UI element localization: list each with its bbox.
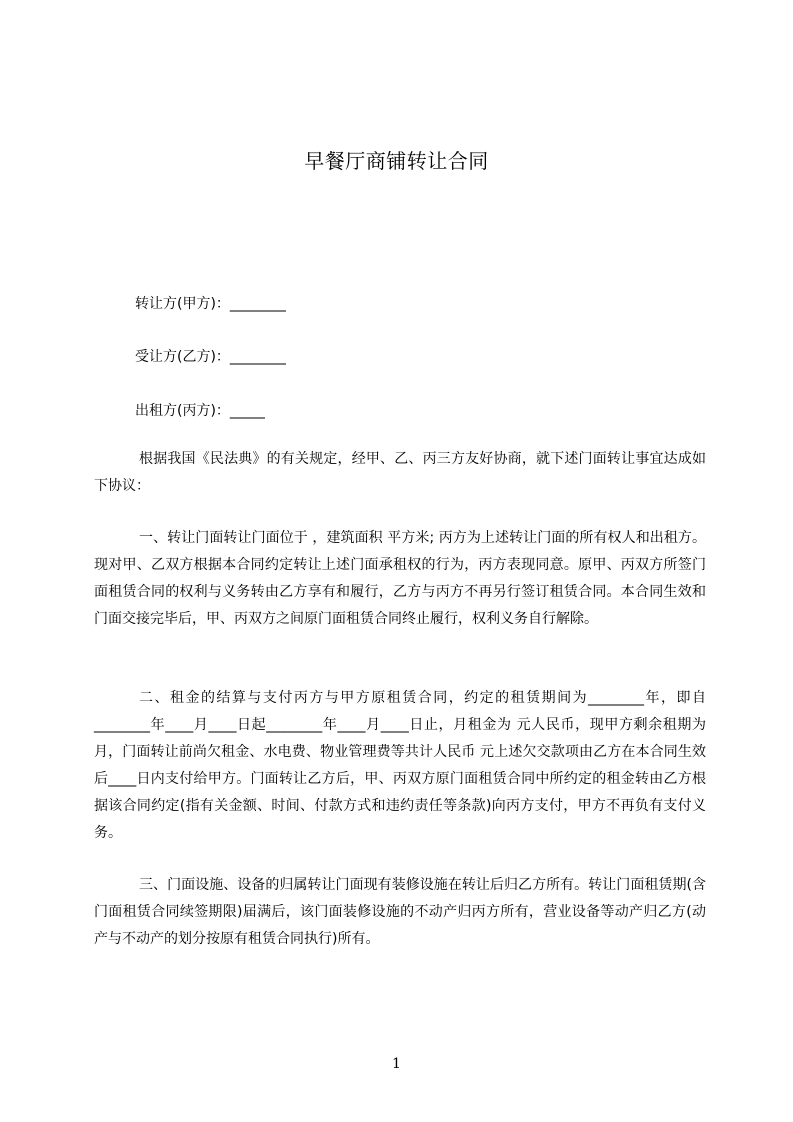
transferor-party-line: 转让方(甲方)：________ — [135, 296, 286, 312]
transferee-party-line: 受让方(乙方)：________ — [135, 349, 286, 365]
lessor-party-line: 出租方(丙方)：_____ — [135, 403, 265, 419]
clause-3-paragraph: 三、门面设施、设备的归属转让门面现有装修设施在转让后归乙方所有。转让门面租赁期(含门面租赁合同续签期限)届满后，该门面装修设施的不动产归丙方所有，营业设备等动产归乙方(动产与不动产的划分按原有租赁合同执行)所有。 — [94, 877, 706, 947]
clause-1-paragraph: 一、转让门面转让门面位于 ，建筑面积 平方米; 丙方为上述转让门面的所有权人和出租方。现对甲、乙双方根据本合同约定转让上述门面承租权的行为，丙方表现同意。原甲、丙双方所签门面租赁合同的权利与义务转由乙方享有和履行，乙方与丙方不再另行签订租赁合同。本合同生效和门面交接完毕后，甲、丙双方之间原门面租赁合同终止履行，权利义务自行解除。 — [94, 530, 706, 627]
document-title: 早餐厅商铺转让合同 — [304, 149, 489, 173]
preamble-paragraph: 根据我国《民法典》的有关规定，经甲、乙、丙三方友好协商，就下述门面转让事宜达成如下协议： — [94, 451, 706, 494]
page-number: 1 — [392, 1056, 401, 1072]
clause-2-paragraph: 二、租金的结算与支付丙方与甲方原租赁合同，约定的租赁期间为________年，即自________年____月____日起________年____月____日止，月租金为 元人民币，现甲方剩余租期为月，门面转让前尚欠租金、水电费、物业管理费等共计人民币 元上述欠交款项由乙方在本合同生效后____日内支付给甲方。门面转让乙方后，甲、丙双方原门面租赁合同中所约定的租金转由乙方根据该合同约定(指有关金额、时间、付款方式和违约责任等条款)向丙方支付，甲方不再负有支付义务。 — [94, 690, 706, 841]
